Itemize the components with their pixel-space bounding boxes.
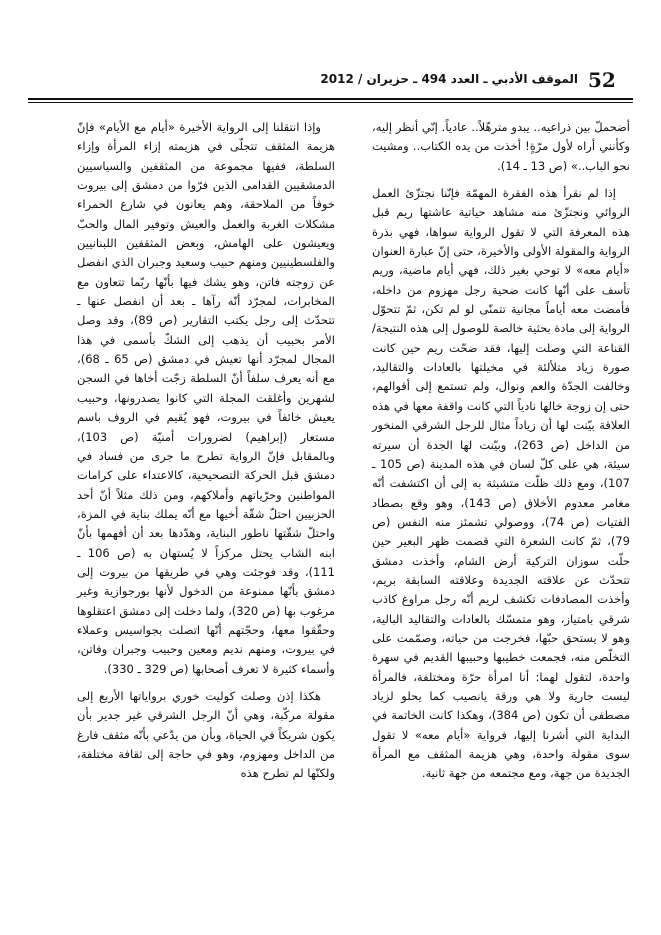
- paragraph: إذا لم نقرأ هذه الفقرة المهمّة فإنّنا نجتزّئ العمل الروائي ونجتزّئ منه مشاهد حياتية عاشتها ريم قبل هذه المعرفة التي لا تقول الرواية سواها، فهي بذرة الرواية والمقولة الأولى والأخيرة، حتى إنّ عبارة العنوان «أيام معه» لا توحي بغير ذلك، فهي أيام ماضية، وريم تأسف على أنّها كانت ضحية رجل مهزوم من داخله، فأمضت معه أياماً مجانية تتمنّى لو لم تكن، ثمّ تتحوّل الرواية إلى مادة بحثية خالصة للوصول إلى هذه النتيجة/ القناعة التي وصلت إليها، فقد ضحّت ريم حين كانت صورة زياد متلألئة في مخيلتها بالعادات والتقاليد، وخالفت الجدّة والعم ونوال، ولم تستمع إلى أقوالهم، حتى إن زوجة خالها نادياً التي كانت واقفة معها في هذه العلاقة بيّنت لها أن زياداً مثال للرجل الشرقي المنخور من الداخل (ص 263)، وبيّنت لها الجدة أن سيرته سيئة، هي على كلّ لسان في هذه المدينة (ص 105 ـ 107)، ومع ذلك ظلّت متشبثة به إلى أن اكتشفت أنّه مغامر معدوم الأخلاق (ص 143)، وهو وقع بصطاد الفتيات (ص 74)، ووصولي تشمئز منه النفس (ص 79)، ثمّ كانت الشعرة التي قصمت ظهر البعير حين حلّت سوزان التركية أرض الشام، وأخذت دمشق تتحدّث عن علاقته الجديدة وعلاقته السابقة بريم، وأخذت المصادفات تكشف لريم أنّه رجل مراوغ كاذب شرقي بامتياز، وهو متمسّك بالعادات والتقاليد البالية، وهو لا يستحق حبّها، فخرجت من حياته، وصمّمت على التخلّص منه، فجمعت خطيبها وحبيبها القديم في سهرة واحدة، لتقول لهما: أنا امرأة حرّة ومختلفة، فالمرأة ليست جارية ولا هي ورقة يانصيب كما يحلو لزياد مصطفى أن تكون (ص 384)، وهكذا كانت الخاتمة في البداية التي أشرنا إليها، فرواية «أيام معه» لا تقول سوى مقولة واحدة، وهي هزيمة المثقف مع المرأة الجديدة من جهة، ومع مجتمعه من جهة ثانية.: [372, 186, 631, 781]
- page-number: 52: [588, 68, 616, 92]
- issue-info: الموقف الأدبي ـ العدد 494 ـ حزيران / 2012: [320, 72, 578, 86]
- header-rule-thick: [28, 98, 633, 100]
- paragraph: وإذا انتقلنا إلى الرواية الأخيرة «أيام مع الأيام» فإنّ هزيمة المثقف تتجلّى في هزيمته إزاء المرأة وإزاء السلطة، ففيها مجموعة من المثقفين والسياسيين الدمشقيين القدامى الذين فرّوا من دمشق إلى بيروت خوفاً من الملاحقة، وهم يعانون في شارع الحمراء مشكلات الغربة والعمل والعيش وتوفير المال والحبّ ويعيشون على الهامش، وبعض المثقفين اللبنانيين والفلسطينيين ومنهم حبيب وسعيد وجبران الذي انفصل عن زوجته فاتن، وهو يشك فيها بأنّها ربّما تتعاون مع المخابرات، لمجرّد أنّه رآها ـ بعد أن انفصل عنها ـ تتحدّث إلى رجل يكتب التقارير (ص 89)، وقد وصل الأمر بحبيب أن يذهب إلى الشكّ بأسمى في هذا المجال لمجرّد أنها تعيش في دمشق (ص 65 ـ 68)، مع أنه يعرف سلفاً أنّ السلطة زجّت أخاها في السجن لشهرين وأغلقت المجلة التي كانوا يصدرونها، وحبيب يعيش خائفاً في بيروت، فهو يُقيم في الروف باسم مستعار (إبراهيم) لضرورات أمنيّة (ص 103)، وبالمقابل فإنّ الرواية تطرح ما جرى من فساد في دمشق قبل الحركة التصحيحية، كالاعتداء على كرامات المواطنين وحرّياتهم وأملاكهم، ومن ذلك مثلاً أنّ أحد الحزبيين احتلّ شقّة أخيها مع أنّه يملك بناية في المزة، واحتلّ شقّتها ناطور البناية، وهدّدها بعد أن أفهمها بأنّ ابنه الشاب يحتل مركزاً لا يُستهان به (ص 106 ـ 111)، وقد فوجئت وهي في طريقها من بيروت إلى دمشق بأنّها ممنوعة من الدخول لأنها بورجوازية وغير مرغوب بها (ص 320)، ولما دخلت إلى دمشق اعتقلوها وحقّقوا معها، وحجّتهم أنّها اتصلت بجواسيس وعملاء في بيروت، ومنهم نديم ومعين وحبيب وجبران وفاتن، وأسماء كثيرة لا تعرف أصحابها (ص 329 ـ 330).: [77, 120, 336, 676]
- paragraph: أضحملّ بين ذراعيه.. يبدو مترهّلاً.. عادياً. إنّي أنظر إليه، وكأنني أراه لأول مرّةٍ! أخذت من يده الكتاب.. ومشيت نحو الباب..» (ص 13 ـ 14).: [372, 120, 630, 173]
- header-rule-thin: [28, 102, 633, 103]
- paragraph: هكذا إذن وصلت كوليت خوري برواياتها الأربع إلى مقولة مركّبة، وهي أنّ الرجل الشرقي غير جدير بأن يكون شريكاً في الحياة، وبأن من يدّعي بأنّه مثقف فارغ من الداخل ومهزوم، وهو في حاجة إلى ثقافة مختلفة، ولكنّها لم تطرح هذه: [77, 688, 335, 781]
- right-column: [372, 118, 630, 784]
- left-column: [77, 118, 335, 784]
- page-header: [28, 60, 633, 100]
